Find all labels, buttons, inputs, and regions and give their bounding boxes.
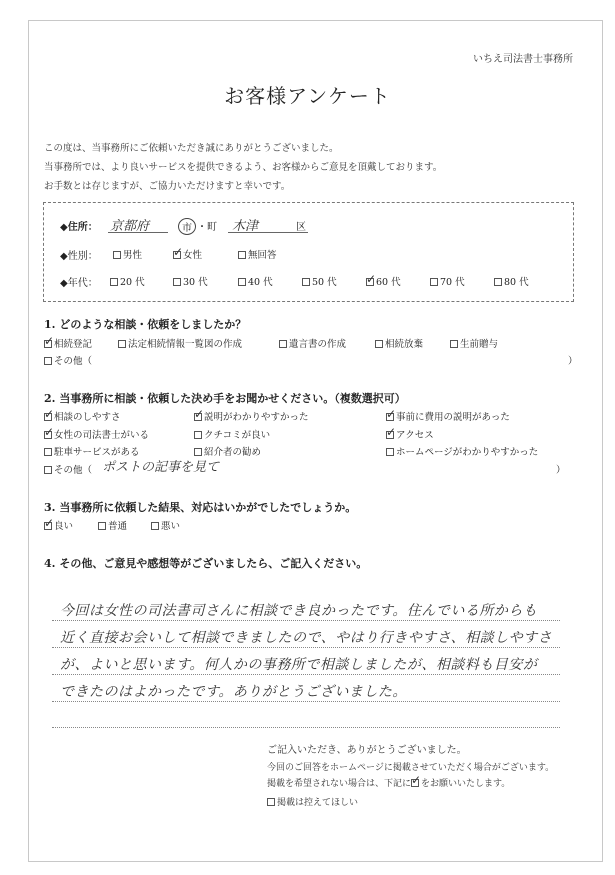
gender-option-female[interactable]: ✓ 女性 [173,247,202,261]
checkbox-icon[interactable] [113,251,121,259]
q1-option-legal-heir-chart[interactable]: 法定相続情報一覧図の作成 [118,336,242,350]
intro-line-1: この度は、当事務所にご依頼いただき誠にありがとうございました。 [44,143,339,154]
footer-decline-option[interactable]: 掲載は控えてほしい [267,795,358,808]
checkbox-icon[interactable] [430,278,438,286]
checkbox-icon[interactable] [238,278,246,286]
checkbox-icon[interactable] [238,251,246,259]
checkbox-icon[interactable] [375,340,383,348]
age-option-80[interactable]: 80 代 [494,274,529,288]
q1-option-other[interactable]: その他（ [44,353,92,367]
answer-text-3[interactable]: が、よいと思います。何人かの事務所で相談しましたが、相談料も目安が [60,657,538,673]
address-pref-value[interactable]: 京都府 [110,219,150,234]
answer-text-4[interactable]: できたのはよかったです。ありがとうございました。 [60,684,407,700]
checkbox-icon[interactable] [118,340,126,348]
intro-line-2: 当事務所では、より良いサービスを提供できるよう、お客様からご意見を頂戴しております。 [44,162,443,173]
answer-text-2[interactable]: 近く直接お会いして相談できましたので、やはり行きやすさ、相談しやすさ [60,630,553,646]
checkbox-icon[interactable] [302,278,310,286]
address-city-circle: 市 [178,218,196,235]
footer-note-1: 今回のご回答をホームページに掲載させていただく場合がございます。 [267,763,555,773]
q2-option-access[interactable]: ✓ アクセス [386,427,434,441]
address-ward: 区 [296,222,306,233]
q1-other-close: ） [568,356,578,367]
q1-option-will[interactable]: 遺言書の作成 [279,336,346,350]
checkbox-icon[interactable] [194,448,202,456]
answer-line-5 [52,727,560,728]
gender-label: ◆性別： [60,251,98,262]
checked-checkbox-icon[interactable] [194,413,202,421]
checked-checkbox-icon[interactable] [44,431,52,439]
page-title: お客様アンケート [224,84,391,108]
checkbox-icon[interactable] [173,278,181,286]
checkbox-icon[interactable] [98,522,106,530]
address-pref-underline [108,232,168,233]
checkbox-icon[interactable] [151,522,159,530]
q3-option-good[interactable]: ✓良い [44,518,73,532]
q2-option-parking[interactable]: 駐車サービスがある [44,444,140,458]
checked-checkbox-icon[interactable] [44,340,52,348]
checkbox-icon[interactable] [44,448,52,456]
footer-note-2: 掲載を希望されない場合は、下記に✓ をお願いいたします。 [267,776,510,789]
age-option-30[interactable]: 30 代 [173,274,208,288]
q2-option-fee-explained[interactable]: ✓ 事前に費用の説明があった [386,409,510,423]
age-option-70[interactable]: 70 代 [430,274,465,288]
checkbox-icon[interactable] [279,340,287,348]
answer-line-3 [52,674,560,675]
q2-other-handwritten[interactable]: ポストの記事を見て [102,460,220,475]
checkbox-icon[interactable] [386,448,394,456]
q2-option-homepage[interactable]: ホームページがわかりやすかった [386,444,538,458]
checkbox-icon[interactable] [494,278,502,286]
q2-option-referral[interactable]: 紹介者の勧め [194,444,261,458]
age-option-40[interactable]: 40 代 [238,274,273,288]
question-4-title: 4. その他、ご意見や感想等がございましたら、ご記入ください。 [44,557,368,570]
q1-option-gift[interactable]: 生前贈与 [450,336,498,350]
q2-option-easy-consult[interactable]: ✓相談のしやすさ [44,409,121,423]
checked-checkbox-icon[interactable] [44,413,52,421]
q3-option-bad[interactable]: 悪い [151,518,180,532]
checked-checkbox-icon[interactable] [173,251,181,259]
age-label: ◆年代： [60,278,98,289]
q1-option-renunciation[interactable]: 相続放棄 [375,336,423,350]
q2-option-reviews[interactable]: クチコミが良い [194,427,270,441]
question-3-title: 3. 当事務所に依頼した結果、対応はいかがでしたでしょうか。 [44,501,357,514]
footer-thanks: ご記入いただき、ありがとうございました。 [267,745,467,756]
address-row [60,218,98,233]
answer-text-1[interactable]: 今回は女性の司法書司さんに相談でき良かったです。住んでいる所からも [60,603,538,619]
checkbox-icon[interactable] [44,357,52,365]
q2-other-close: ） [556,465,566,476]
question-1-title: 1. どのような相談・依頼をしましたか？ [44,318,247,331]
checked-checkbox-icon[interactable] [366,278,374,286]
q1-option-inheritance-registration[interactable]: ✓相続登記 [44,336,92,350]
gender-option-none[interactable]: 無回答 [238,247,277,261]
gender-option-male[interactable]: 男性 [113,247,142,261]
age-option-60[interactable]: ✓ 60 代 [366,274,401,288]
answer-line-2 [52,647,560,648]
age-option-50[interactable]: 50 代 [302,274,337,288]
checkbox-icon[interactable] [450,340,458,348]
q2-option-other[interactable]: その他（ [44,462,92,476]
address-town-value[interactable]: 木津 [232,219,259,234]
answer-line-1 [52,620,560,621]
q2-option-female-scrivener[interactable]: ✓女性の司法書士がいる [44,427,149,441]
checked-checkbox-icon[interactable] [386,413,394,421]
address-town-sep: ・町 [197,222,217,233]
checked-checkbox-icon[interactable] [386,431,394,439]
office-name: いちえ司法書士事務所 [473,54,573,65]
intro-line-3: お手数とは存じますが、ご協力いただけますと幸いです。 [44,181,291,192]
question-2-title: 2. 当事務所に相談・依頼した決め手をお聞かせください。（複数選択可） [44,392,406,405]
checked-checkbox-icon[interactable] [44,522,52,530]
q3-option-average[interactable]: 普通 [98,518,127,532]
checkbox-icon[interactable] [267,798,275,806]
age-option-20[interactable]: 20 代 [110,274,145,288]
q2-option-clear-explanation[interactable]: ✓ 説明がわかりやすかった [194,409,309,423]
checkbox-icon[interactable] [194,431,202,439]
checkbox-icon[interactable] [110,278,118,286]
checked-checkbox-icon [411,779,419,787]
answer-line-4 [52,701,560,702]
address-label: ◆住所： [60,222,98,233]
checkbox-icon[interactable] [44,466,52,474]
